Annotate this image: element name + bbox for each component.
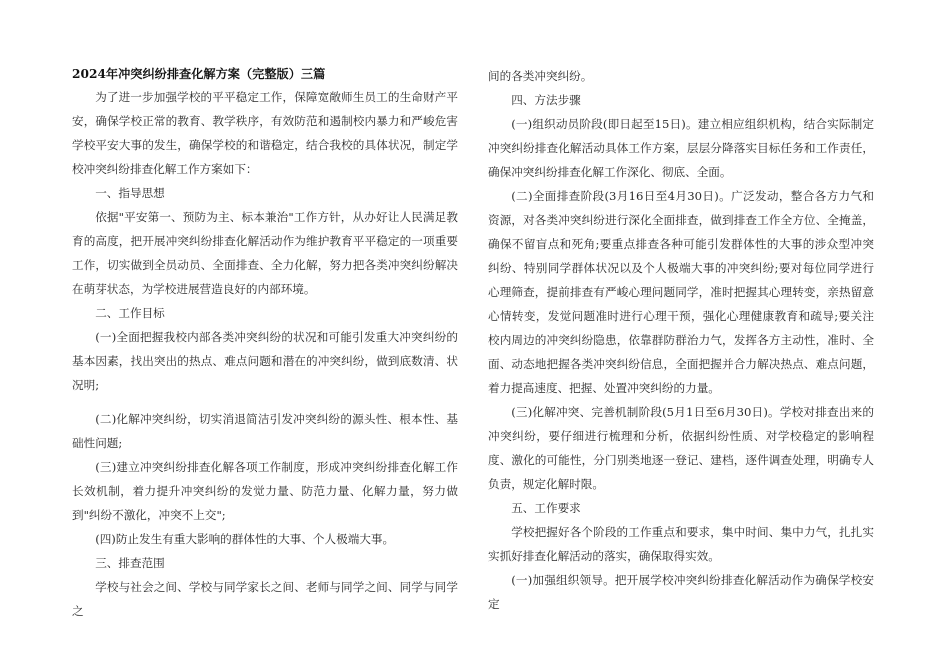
paragraph: (一)全面把握我校内部各类冲突纠纷的状况和可能引发重大冲突纠纷的基本因素，找出突出的热点、难点问题和潜在的冲突纠纷，做到底数清、状况明; — [72, 330, 458, 392]
paragraph: 学校把握好各个阶段的工作重点和要求，集中时间、集中力气，扎扎实实抓好排查化解活动的落实，确保取得实效。 — [488, 525, 874, 563]
left-column — [72, 64, 458, 623]
paragraph: (四)防止发生有重大影响的群体性的大事、个人极端大事。 — [95, 532, 395, 546]
section-heading: 一、指导思想 — [95, 186, 165, 200]
paragraph: (二)全面排查阶段(3月16日至4月30日)。广泛发动，整合各方力气和资源，对各类冲突纠纷进行深化全面排查，做到排查工作全方位、全掩盖，确保不留盲点和死角;要重点排查各种可能引发群体性的大事的涉众型冲突纠纷、特别同学群体状况以及个人极端大事的冲突纠纷;要对每位同学进行心理筛查，提前排查有严峻心理问题同学，准时把握其心理转变，亲热留意心情转变，发觉问题准时进行心理干预，强化心理健康教育和疏导;要关注校内周边的冲突纠纷隐患，依靠群防群治力气，发挥各方主动性，准时、全面、动态地把握各类冲突纠纷信息，全面把握并合力解决热点、难点问题，着力提高速度、把握、处置冲突纠纷的力量。 — [488, 189, 874, 395]
document-title: 2024年冲突纠纷排查化解方案（完整版）三篇 — [72, 67, 326, 81]
paragraph: (一)加强组织领导。把开展学校冲突纠纷排查化解活动作为确保学校安定 — [488, 573, 874, 611]
paragraph: (三)建立冲突纠纷排查化解各项工作制度，形成冲突纠纷排查化解工作长效机制，着力提升冲突纠纷的发觉力量、防范力量、化解力量，努力做到"纠纷不激化，冲突不上交"; — [72, 460, 458, 522]
section-heading: 二、工作目标 — [95, 306, 165, 320]
spacer — [72, 397, 458, 407]
section-heading: 三、排查范围 — [95, 556, 165, 570]
section-heading: 五、工作要求 — [511, 501, 581, 515]
paragraph: 学校与社会之间、学校与同学家长之间、老师与同学之间、同学与同学之 — [72, 580, 458, 618]
right-column — [488, 64, 874, 616]
section-heading: 四、方法步骤 — [511, 93, 581, 107]
paragraph: 依据"平安第一、预防为主、标本兼治"工作方针，从办好让人民满足教育的高度，把开展冲突纠纷排查化解活动作为维护教育平平稳定的一项重要工作，切实做到全员动员、全面排查、全力化解，努力把各类冲突纠纷解决在萌芽状态，为学校进展营造良好的内部环境。 — [72, 210, 458, 296]
paragraph-continued: 间的各类冲突纠纷。 — [488, 69, 593, 83]
paragraph: (一)组织动员阶段(即日起至15日)。建立相应组织机构，结合实际制定冲突纠纷排查化解活动具体工作方案，层层分降落实目标任务和工作责任，确保冲突纠纷排查化解工作深化、彻底、全面。 — [488, 117, 874, 179]
paragraph: (二)化解冲突纠纷，切实消退简洁引发冲突纠纷的源头性、根本性、基础性问题; — [72, 412, 458, 450]
paragraph: 为了进一步加强学校的平平稳定工作，保障宽敞师生员工的生命财产平安，确保学校正常的教育、教学秩序，有效防范和遏制校内暴力和严峻危害学校平安大事的发生，确保学校的和谐稳定，结合我校的具体状况，制定学校冲突纠纷排查化解工作方案如下： — [72, 90, 458, 176]
paragraph: (三)化解冲突、完善机制阶段(5月1日至6月30日)。学校对排查出来的冲突纠纷，要仔细进行梳理和分析，依据纠纷性质、对学校稳定的影响程度、激化的可能性，分门别类地逐一登记、建档，逐件调查处理，明确专人负责，规定化解时限。 — [488, 405, 874, 491]
